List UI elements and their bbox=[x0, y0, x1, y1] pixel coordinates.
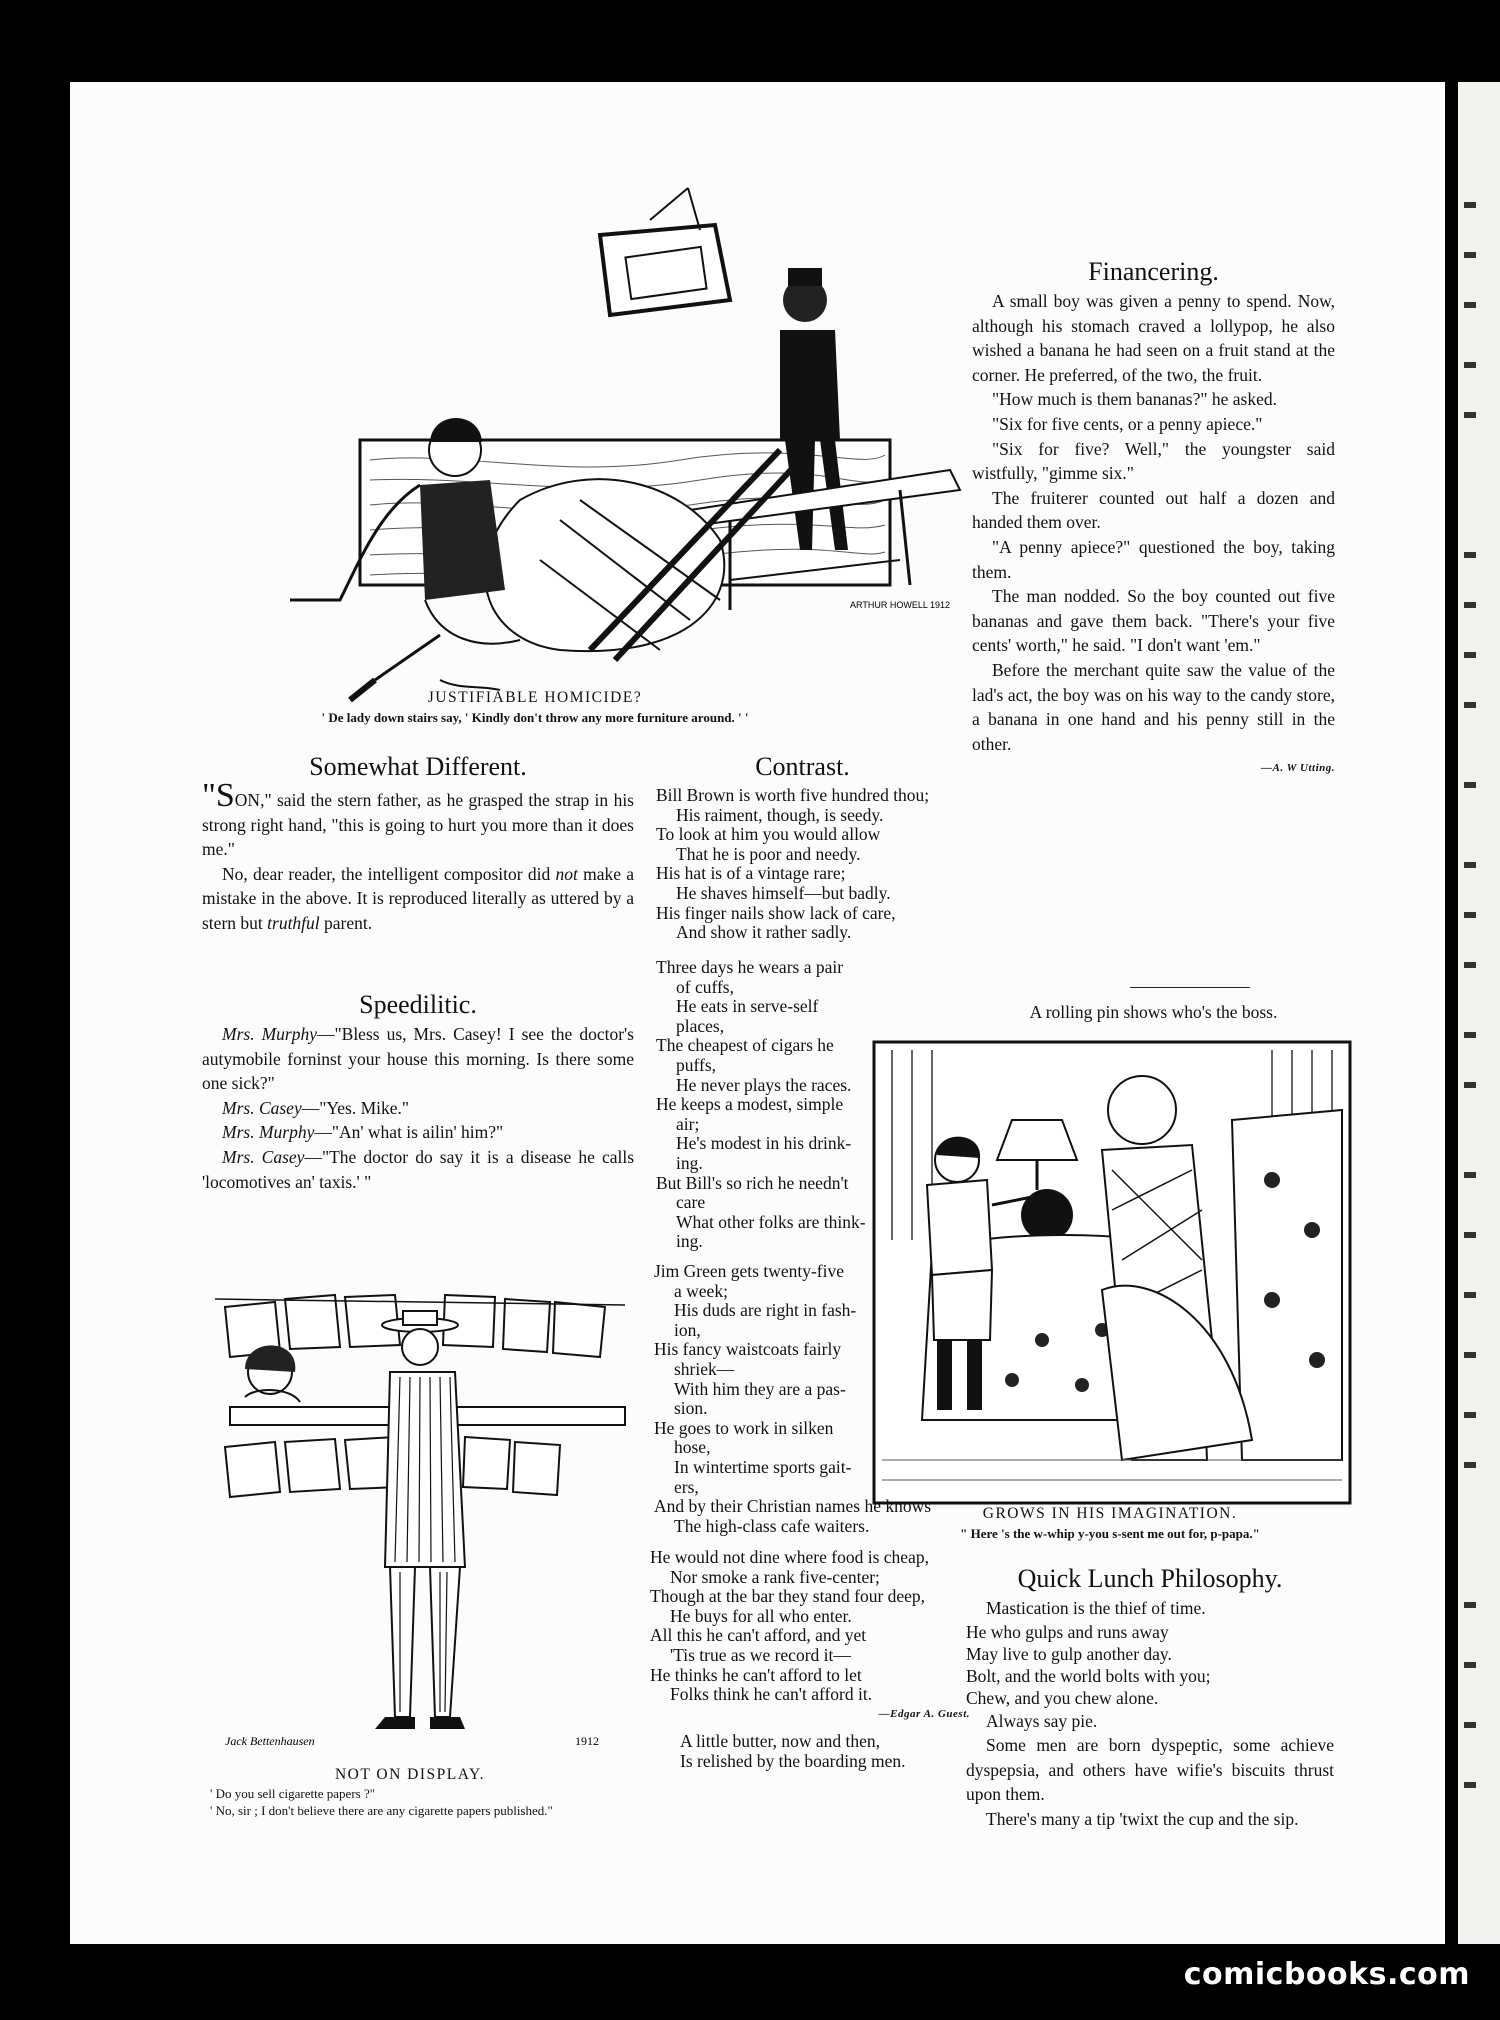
verse-line: ing. bbox=[676, 1231, 703, 1252]
cartoon1-title: JUSTIFIABLE HOMICIDE? bbox=[427, 689, 643, 706]
verse-line: Bill Brown is worth five hundred thou; bbox=[656, 785, 930, 805]
contrast-stanza-4 bbox=[650, 1548, 1010, 1724]
verse-line: The cheapest of cigars he bbox=[656, 1035, 834, 1056]
speaker: Mrs. Casey bbox=[222, 1146, 305, 1167]
verse-line: And by their Christian names he knows bbox=[654, 1496, 932, 1517]
verse-line: of cuffs, bbox=[676, 976, 734, 997]
financering-author: —A. W Utting. bbox=[1261, 762, 1335, 775]
verse-line: He eats in serve-self bbox=[676, 996, 819, 1017]
page-gutter bbox=[1445, 82, 1458, 1944]
contrast-author: —Edgar A. Guest. bbox=[878, 1707, 970, 1720]
financering-paragraph: "Six for five? Well," the youngster said wistfully, "gimme six." bbox=[972, 438, 1335, 484]
cartoon2-title: NOT ON DISPLAY. bbox=[334, 1766, 486, 1783]
somewhat-p1: ON," said the stern father, as he grasped the strap in his strong right hand, "this is going to hurt you more than it does me." bbox=[202, 790, 634, 860]
verse-line: His fancy waistcoats fairly bbox=[654, 1339, 842, 1360]
divider bbox=[1130, 987, 1250, 988]
verse-line: ers, bbox=[674, 1476, 699, 1497]
verse-line: Is relished by the boarding men. bbox=[680, 1750, 906, 1771]
verse-line: His raiment, though, is seedy. bbox=[676, 804, 884, 825]
quick-lunch-verse-line: May live to gulp another day. bbox=[966, 1643, 1172, 1664]
cartoon1-signature: ARTHUR HOWELL 1912 bbox=[850, 600, 951, 610]
verse-line: Though at the bar they stand four deep, bbox=[650, 1586, 926, 1607]
verse-line: His hat is of a vintage rare; bbox=[656, 863, 846, 884]
verse-line: But Bill's so rich he needn't bbox=[656, 1172, 849, 1193]
somewhat-different-paragraph bbox=[202, 862, 634, 936]
verse-line: ion, bbox=[674, 1319, 701, 1340]
financering-paragraph: "Six for five cents, or a penny apiece." bbox=[992, 413, 1263, 434]
verse-line: ing. bbox=[676, 1152, 703, 1173]
cartoon2-year: 1912 bbox=[575, 1734, 599, 1748]
verse-line: He would not dine where food is cheap, bbox=[650, 1547, 929, 1567]
verse-line: Folks think he can't afford it. bbox=[670, 1684, 873, 1705]
speedilitic-line bbox=[202, 1120, 634, 1145]
verse-line: What other folks are think- bbox=[676, 1211, 866, 1232]
contrast-stanza-1 bbox=[656, 786, 966, 943]
next-page-edge bbox=[1458, 82, 1500, 1944]
verse-line: With him they are a pas- bbox=[674, 1378, 846, 1399]
speedilitic-line bbox=[202, 1096, 634, 1121]
speedilitic-line bbox=[202, 1022, 634, 1096]
quick-lunch-paragraph: There's many a tip 'twixt the cup and the sip. bbox=[986, 1808, 1299, 1829]
speedilitic-title: Speedilitic. bbox=[359, 990, 477, 1019]
cartoon1-caption bbox=[270, 688, 800, 728]
speedilitic-line bbox=[202, 1145, 634, 1194]
verse-line: He thinks he can't afford to let bbox=[650, 1664, 862, 1685]
verse-line: Jim Green gets twenty-five bbox=[654, 1261, 845, 1281]
cartoon3-quote: " Here 's the w-whip y-you s-sent me out for, p-papa." bbox=[960, 1526, 1260, 1541]
contrast-heading bbox=[650, 750, 955, 784]
quick-lunch-verse-line: Chew, and you chew alone. bbox=[966, 1687, 1159, 1708]
financering-article bbox=[972, 255, 1335, 781]
financering-paragraph: A small boy was given a penny to spend. Now, although his stomach craved a lollypop, he also wished a banana he had seen on a fruit stand at the corner. He preferred, of the two, the fruit. bbox=[972, 291, 1335, 385]
financering-paragraph: The fruiterer counted out half a dozen and handed them over. bbox=[972, 487, 1335, 533]
cartoon1-quote: ' De lady down stairs say, ' Kindly don't throw any more furniture around. ' ' bbox=[321, 710, 749, 725]
financering-paragraph: The man nodded. So the boy counted out five bananas and gave them back. "There's your five cents' worth," he said. "I don't want 'em." bbox=[972, 586, 1335, 656]
verse-line: All this he can't afford, and yet bbox=[650, 1625, 867, 1646]
verse-line: He never plays the races. bbox=[676, 1074, 852, 1095]
verse-line: hose, bbox=[674, 1437, 711, 1458]
contrast-stanza-2 bbox=[656, 958, 911, 1252]
contrast-title: Contrast. bbox=[755, 752, 850, 781]
verse-line: a week; bbox=[674, 1280, 728, 1301]
verse-line: puffs, bbox=[676, 1054, 717, 1075]
verse-line: He buys for all who enter. bbox=[670, 1605, 852, 1626]
verse-line: To look at him you would allow bbox=[656, 824, 881, 845]
somewhat-p2a: No, dear reader, the intelligent compositor did bbox=[222, 863, 556, 884]
verse-line: He shaves himself—but badly. bbox=[676, 882, 891, 903]
verse-line: shriek— bbox=[674, 1358, 735, 1379]
verse-line: And show it rather sadly. bbox=[676, 922, 852, 943]
financering-paragraph: "A penny apiece?" questioned the boy, taking them. bbox=[972, 536, 1335, 582]
magazine-page bbox=[70, 82, 1445, 1944]
verse-line: A little butter, now and then, bbox=[680, 1731, 881, 1751]
somewhat-different-paragraph bbox=[202, 777, 634, 862]
somewhat-p2c: parent. bbox=[319, 912, 373, 933]
verse-line: In wintertime sports gait- bbox=[674, 1456, 852, 1477]
quick-lunch-article bbox=[966, 1562, 1334, 1832]
verse-line: His finger nails show lack of care, bbox=[656, 902, 896, 923]
verse-line: That he is poor and needy. bbox=[676, 843, 861, 864]
cartoon-justifiable-homicide bbox=[260, 180, 980, 755]
dialogue: —"An' what is ailin' him?" bbox=[314, 1122, 504, 1143]
cartoon3-title: GROWS IN HIS IMAGINATION. bbox=[982, 1505, 1238, 1522]
boarding-filler bbox=[680, 1732, 1000, 1771]
verse-line: He goes to work in silken bbox=[654, 1417, 834, 1438]
cartoon2-line: ' Do you sell cigarette papers ?" bbox=[210, 1786, 376, 1801]
verse-line: Three days he wears a pair bbox=[656, 957, 844, 977]
cartoon-not-on-display bbox=[205, 1277, 645, 1777]
speaker: Mrs. Murphy bbox=[222, 1024, 317, 1044]
speedilitic-article bbox=[202, 988, 634, 1194]
quick-lunch-paragraph: Mastication is the thief of time. bbox=[986, 1598, 1206, 1618]
dialogue: —"The doctor do say it is a disease he calls 'locomotives an' taxis.' " bbox=[202, 1146, 635, 1192]
quick-lunch-title: Quick Lunch Philosophy. bbox=[1017, 1564, 1283, 1593]
verse-line: The high-class cafe waiters. bbox=[674, 1515, 870, 1536]
quick-lunch-paragraph: Always say pie. bbox=[986, 1710, 1098, 1731]
verse-line: places, bbox=[676, 1015, 725, 1036]
verse-line: Nor smoke a rank five-center; bbox=[670, 1566, 880, 1587]
somewhat-p2-emphasis: not bbox=[555, 863, 578, 884]
verse-line: His duds are right in fash- bbox=[674, 1300, 857, 1321]
financering-title: Financering. bbox=[1088, 257, 1219, 286]
filler-text: A rolling pin shows who's the boss. bbox=[1029, 1002, 1278, 1022]
verse-line: care bbox=[676, 1192, 706, 1213]
watermark: comicbooks.com bbox=[1183, 1957, 1470, 1992]
quick-lunch-verse-line: Bolt, and the world bolts with you; bbox=[966, 1665, 1211, 1686]
verse-line: He's modest in his drink- bbox=[676, 1133, 852, 1154]
dialogue: —"Bless us, Mrs. Casey! I see the doctor's autymobile forninst your house this morning. Is there some one sick?" bbox=[202, 1024, 634, 1094]
contrast-stanza-3 bbox=[654, 1262, 1014, 1536]
somewhat-p2-emphasis2: truthful bbox=[267, 912, 320, 933]
somewhat-different-article bbox=[202, 750, 634, 936]
cartoon2-signature: Jack Bettenhausen bbox=[225, 1734, 315, 1748]
cartoon2-caption bbox=[210, 1765, 610, 1819]
verse-line: sion. bbox=[674, 1398, 708, 1419]
quick-lunch-verse-line: He who gulps and runs away bbox=[966, 1621, 1169, 1642]
somewhat-different-title: Somewhat Different. bbox=[309, 752, 527, 781]
verse-line: air; bbox=[676, 1113, 700, 1134]
speaker: Mrs. Casey bbox=[222, 1097, 302, 1118]
verse-line: He keeps a modest, simple bbox=[656, 1094, 844, 1115]
financering-paragraph: "How much is them bananas?" he asked. bbox=[992, 389, 1277, 410]
drop-cap: "S bbox=[202, 777, 235, 814]
financering-paragraph: Before the merchant quite saw the value of the lad's act, the boy was on his way to the candy store, a banana in one hand and his penny still in the other. bbox=[972, 659, 1335, 754]
quick-lunch-paragraph: Some men are born dyspeptic, some achieve dyspepsia, and others have wifie's biscuits thrust upon them. bbox=[966, 1735, 1334, 1805]
verse-line: 'Tis true as we record it— bbox=[670, 1644, 851, 1665]
somewhat-p2b: make a mistake in the above. It is reproduced literally as uttered by a stern but bbox=[202, 863, 634, 933]
speaker: Mrs. Murphy bbox=[222, 1122, 315, 1143]
dialogue: —"Yes. Mike." bbox=[301, 1097, 410, 1118]
rolling-pin-filler bbox=[972, 1000, 1335, 1025]
cartoon2-line: ' No, sir ; I don't believe there are any cigarette papers published." bbox=[210, 1803, 553, 1818]
